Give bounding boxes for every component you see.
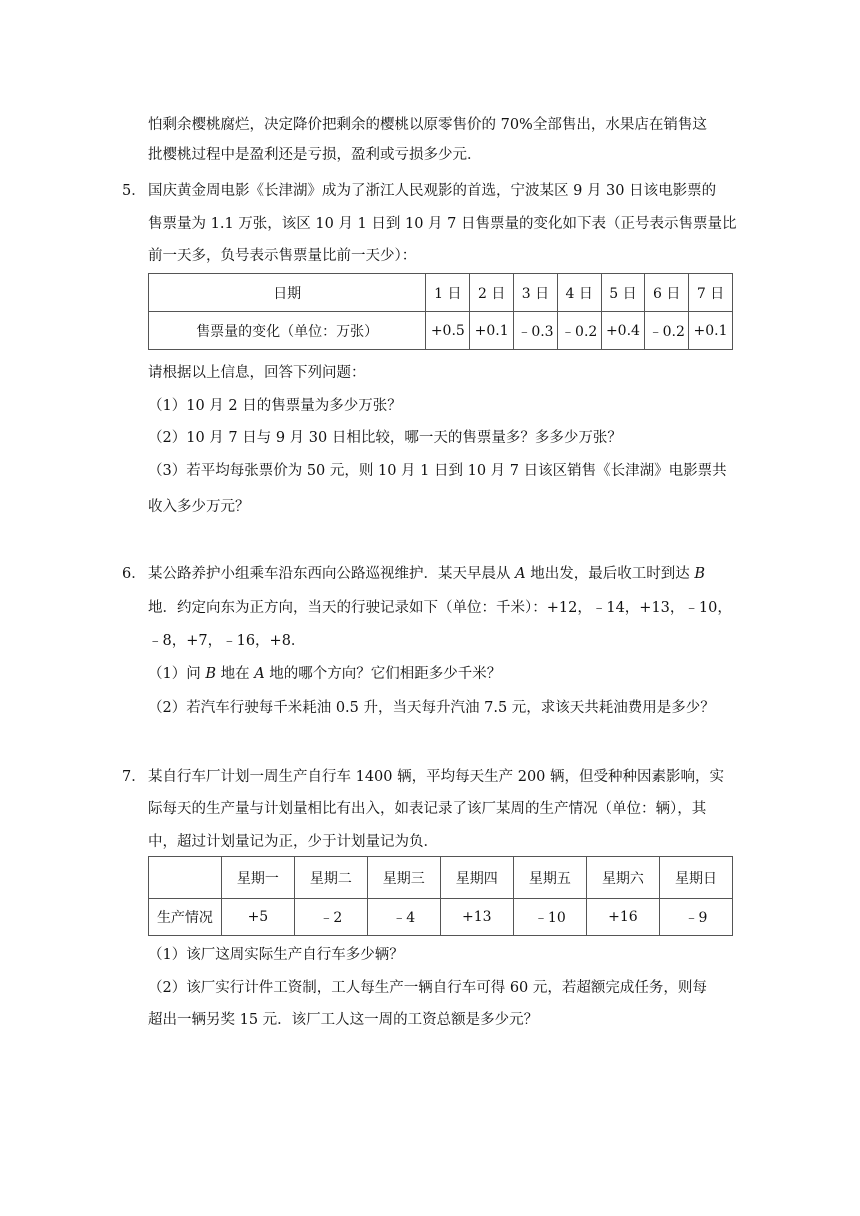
q5-header-day: 6 日 bbox=[645, 274, 689, 312]
q5-sub-3b: 收入多少万元？ bbox=[148, 499, 250, 515]
q7-header-weekday: 星期四 bbox=[440, 857, 513, 899]
q6-number: 6． bbox=[122, 566, 146, 582]
q5-line-3: 前一天多，负号表示售票量比前一天少）： bbox=[148, 248, 417, 264]
q5-after-text: 请根据以上信息，回答下列问题： bbox=[148, 365, 366, 381]
q7-row-cell: ﹣4 bbox=[367, 899, 440, 936]
q7-table-header-row bbox=[149, 857, 733, 899]
q7-row-cell: ﹣2 bbox=[294, 899, 367, 936]
q5-number: 5． bbox=[122, 183, 146, 199]
q7-header-empty bbox=[149, 857, 222, 899]
q5-header-day: 4 日 bbox=[557, 274, 601, 312]
q7-number: 7． bbox=[122, 769, 146, 785]
q5-row-cell: +0.5 bbox=[426, 312, 470, 350]
q5-header-date: 日期 bbox=[149, 274, 426, 312]
q5-row-cell: ﹣0.2 bbox=[645, 312, 689, 350]
q7-header-weekday: 星期六 bbox=[586, 857, 659, 899]
q5-header-day: 3 日 bbox=[514, 274, 558, 312]
var-b: B bbox=[205, 666, 216, 682]
q5-row-cell: +0.1 bbox=[689, 312, 733, 350]
q5-table-data-row bbox=[149, 312, 733, 350]
q5-line-1: 国庆黄金周电影《长津湖》成为了浙江人民观影的首选，宁波某区 9 月 30 日该电影票的 bbox=[148, 183, 717, 199]
q5-header-day: 7 日 bbox=[689, 274, 733, 312]
q5-row-cell: ﹣0.3 bbox=[514, 312, 558, 350]
q7-sub-2a: （2）该厂实行计件工资制，工人每生产一辆自行车可得 60 元，若超额完成任务，则每 bbox=[148, 980, 707, 996]
q7-header-weekday: 星期日 bbox=[660, 857, 733, 899]
q5-sub-3a: （3）若平均每张票价为 50 元，则 10 月 1 日到 10 月 7 日该区销售《长津湖》电影票共 bbox=[148, 463, 727, 479]
var-b: B bbox=[694, 566, 705, 582]
var-a: A bbox=[254, 666, 265, 682]
q7-row-cell: +5 bbox=[221, 899, 294, 936]
q5-header-day: 5 日 bbox=[601, 274, 645, 312]
q7-line-3: 中，超过计划量记为正，少于计划量记为负． bbox=[148, 834, 438, 850]
q5-row-cell: +0.4 bbox=[601, 312, 645, 350]
q7-row-label: 生产情况 bbox=[149, 899, 222, 936]
q5-sub-2: （2）10 月 7 日与 9 月 30 日相比较，哪一天的售票量多？多多少万张？ bbox=[148, 430, 622, 446]
q7-header-weekday: 星期一 bbox=[221, 857, 294, 899]
q6-sub-1: （1）问 B 地在 A 地的哪个方向？它们相距多少千米？ bbox=[148, 666, 502, 682]
q7-line-1: 某自行车厂计划一周生产自行车 1400 辆，平均每天生产 200 辆，但受种种因素影响，实 bbox=[148, 769, 725, 785]
q7-header-weekday: 星期二 bbox=[294, 857, 367, 899]
q7-sub-2b: 超出一辆另奖 15 元．该厂工人这一周的工资总额是多少元？ bbox=[148, 1012, 539, 1028]
q5-row-label: 售票量的变化（单位：万张） bbox=[149, 312, 426, 350]
q7-sub-1: （1）该厂这周实际生产自行车多少辆？ bbox=[148, 947, 404, 963]
q5-header-day: 1 日 bbox=[426, 274, 470, 312]
intro-line-2: 批樱桃过程中是盈利还是亏损，盈利或亏损多少元． bbox=[148, 147, 482, 163]
q7-row-cell: ﹣10 bbox=[513, 899, 586, 936]
q7-production-table bbox=[148, 856, 733, 936]
q6-line-3: ﹣8，+7，﹣16，+8． bbox=[148, 633, 306, 649]
q5-ticket-table bbox=[148, 273, 733, 350]
intro-line-1: 怕剩余樱桃腐烂，决定降价把剩余的樱桃以原零售价的 70%全部售出，水果店在销售这 bbox=[148, 117, 707, 133]
q6-line-2: 地．约定向东为正方向，当天的行驶记录如下（单位：千米）：+12，﹣14，+13，﹣10， bbox=[148, 600, 732, 616]
q7-table-data-row bbox=[149, 899, 733, 936]
q5-line-2: 售票量为 1.1 万张，该区 10 月 1 日到 10 月 7 日售票量的变化如下表（正号表示售票量比 bbox=[148, 216, 737, 232]
q6-line-1: 某公路养护小组乘车沿东西向公路巡视维护．某天早晨从 A 地出发，最后收工时到达 B bbox=[148, 566, 705, 582]
q5-sub-1: （1）10 月 2 日的售票量为多少万张？ bbox=[148, 398, 402, 414]
q7-row-cell: +16 bbox=[586, 899, 659, 936]
q5-table-header-row bbox=[149, 274, 733, 312]
q7-row-cell: ﹣9 bbox=[660, 899, 733, 936]
q6-sub-2: （2）若汽车行驶每千米耗油 0.5 升，当天每升汽油 7.5 元，求该天共耗油费用是多少？ bbox=[148, 700, 715, 716]
q5-row-cell: +0.1 bbox=[470, 312, 514, 350]
q7-line-2: 际每天的生产量与计划量相比有出入，如表记录了该厂某周的生产情况（单位：辆），其 bbox=[148, 801, 707, 817]
q5-row-cell: ﹣0.2 bbox=[557, 312, 601, 350]
q7-header-weekday: 星期三 bbox=[367, 857, 440, 899]
q5-header-day: 2 日 bbox=[470, 274, 514, 312]
var-a: A bbox=[515, 566, 526, 582]
q7-row-cell: +13 bbox=[440, 899, 513, 936]
q7-header-weekday: 星期五 bbox=[513, 857, 586, 899]
